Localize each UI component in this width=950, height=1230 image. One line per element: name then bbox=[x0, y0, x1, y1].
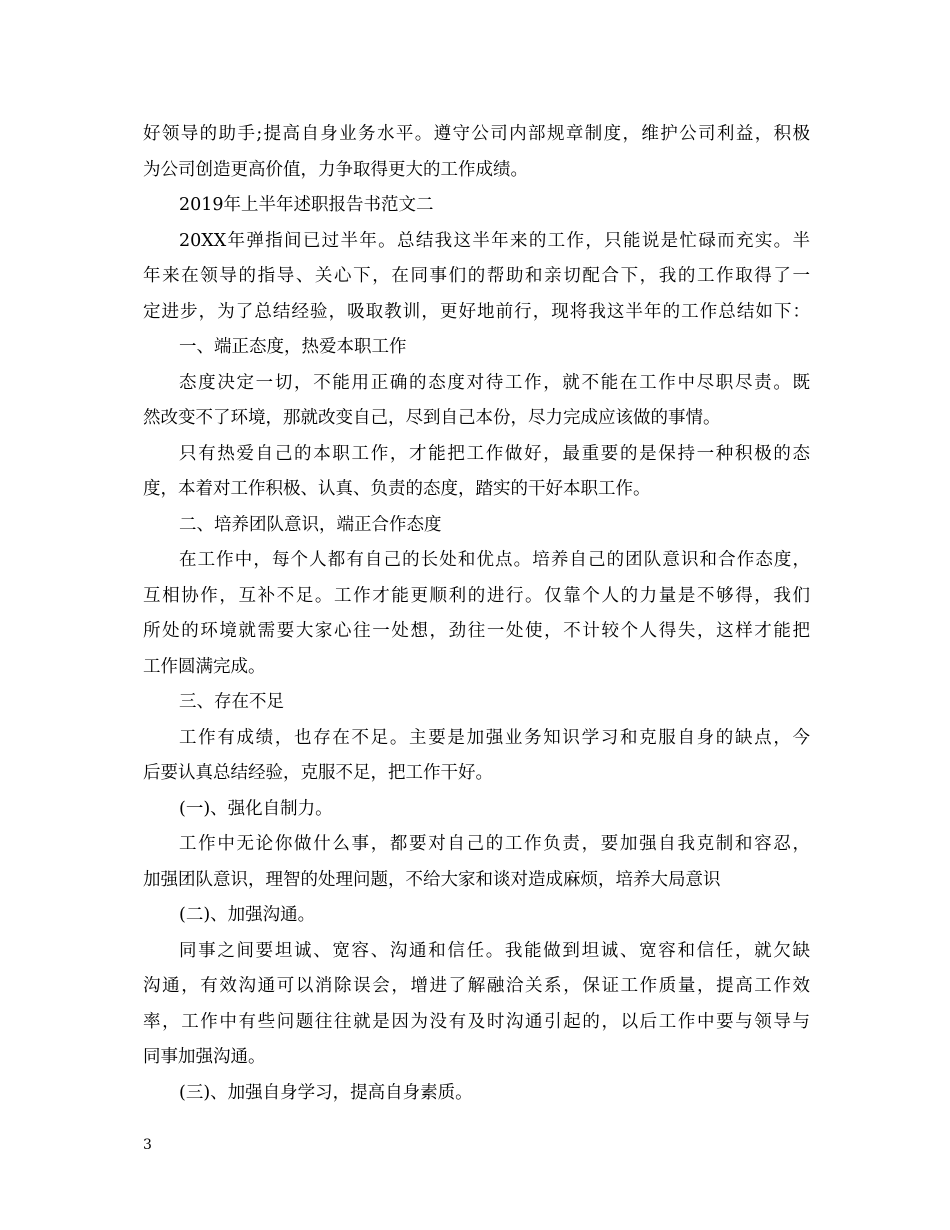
section-heading: 二、培养团队意识，端正合作态度 bbox=[179, 514, 442, 535]
paragraph-line: 在工作中，每个人都有自己的长处和优点。培养自己的团队意识和合作态度， bbox=[179, 550, 810, 570]
paragraph-line: 后要认真总结经验，克服不足，把工作干好。 bbox=[143, 763, 493, 783]
paragraph-line: 为公司创造更高价值，力争取得更大的工作成绩。 bbox=[143, 159, 528, 180]
paragraph-line: 工作中无论你做什么事，都要对自己的工作负责，要加强自我克制和容忍， bbox=[179, 834, 810, 854]
paragraph-line: 所处的环境就需要大家心往一处想，劲往一处使，不计较个人得失，这样才能把 bbox=[143, 621, 810, 641]
paragraph-line: 同事之间要坦诚、宽容、沟通和信任。我能做到坦诚、宽容和信任，就欠缺 bbox=[179, 940, 810, 961]
paragraph-line: 工作有成绩，也存在不足。主要是加强业务知识学习和克服自身的缺点，今 bbox=[179, 727, 810, 748]
subsection-heading: (一)、强化自制力。 bbox=[179, 798, 333, 819]
paragraph-line: 态度决定一切，不能用正确的态度对待工作，就不能在工作中尽职尽责。既 bbox=[179, 372, 810, 393]
section-title: 2019年上半年述职报告书范文二 bbox=[179, 195, 434, 215]
paragraph-line: 20XX年弹指间已过半年。总结我这半年来的工作，只能说是忙碌而充实。半 bbox=[179, 230, 810, 251]
paragraph-line: 加强团队意识，理智的处理问题，不给大家和谈对造成麻烦，培养大局意识 bbox=[143, 869, 721, 890]
paragraph-line: 好领导的助手;提高自身业务水平。遵守公司内部规章制度，维护公司利益，积极 bbox=[143, 124, 810, 144]
document-body bbox=[143, 117, 810, 1111]
section-heading: 三、存在不足 bbox=[179, 692, 284, 712]
paragraph-line: 只有热爱自己的本职工作，才能把工作做好，最重要的是保持一种积极的态 bbox=[179, 443, 810, 464]
paragraph-line: 工作圆满完成。 bbox=[143, 656, 266, 677]
paragraph-line: 率，工作中有些问题往往就是因为没有及时沟通引起的，以后工作中要与领导与 bbox=[143, 1011, 810, 1032]
paragraph-line: 互相协作，互补不足。工作才能更顺利的进行。仅靠个人的力量是不够得，我们 bbox=[143, 585, 810, 606]
paragraph-line: 度，本着对工作积极、认真、负责的态度，踏实的干好本职工作。 bbox=[143, 479, 651, 499]
paragraph-line: 同事加强沟通。 bbox=[143, 1047, 266, 1067]
page-number: 3 bbox=[143, 1137, 152, 1153]
paragraph-line: 定进步，为了总结经验，吸取教训，更好地前行，现将我这半年的工作总结如下： bbox=[143, 301, 810, 322]
subsection-heading: (二)、加强沟通。 bbox=[179, 905, 316, 925]
paragraph-line: 然改变不了环境，那就改变自己，尽到自己本份，尽力完成应该做的事情。 bbox=[143, 408, 721, 428]
paragraph-line: 沟通，有效沟通可以消除误会，增进了解融洽关系，保证工作质量，提高工作效 bbox=[143, 976, 810, 996]
section-heading: 一、端正态度，热爱本职工作 bbox=[179, 337, 407, 357]
subsection-heading: (三)、加强自身学习，提高自身素质。 bbox=[179, 1082, 473, 1103]
paragraph-line: 年来在领导的指导、关心下，在同事们的帮助和亲切配合下，我的工作取得了一 bbox=[143, 266, 810, 286]
